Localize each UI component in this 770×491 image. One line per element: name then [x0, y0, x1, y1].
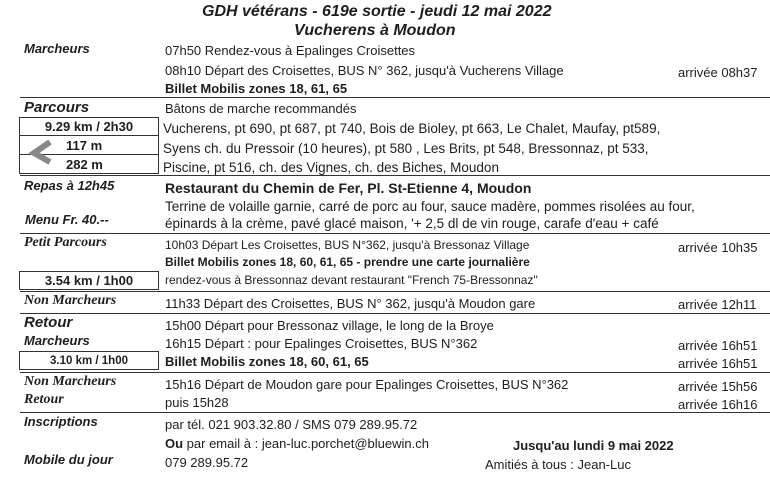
marcheurs-ticket: Billet Mobilis zones 18, 61, 65	[165, 81, 348, 96]
elevation-box-border	[19, 136, 20, 174]
non-marcheurs-retour-arrival-2: arrivée 16h16	[678, 397, 758, 412]
retour-distance-box: 3.10 km / 1h00	[19, 351, 159, 370]
non-marcheurs-retour-label: Non Marcheurs	[24, 374, 117, 389]
menu-line2: épinards à la crème, pavé glacé maison, '+ 2,5 dl de vin rouge, carafe d'eau + café	[165, 216, 659, 231]
divider	[20, 175, 770, 176]
marcheurs-line2: 08h10 Départ des Croisettes, BUS N° 362, jusqu'à Vucherens Village	[165, 63, 564, 78]
non-marcheurs-label: Non Marcheurs	[24, 293, 117, 308]
inscriptions-deadline: Jusqu'au lundi 9 mai 2022	[513, 438, 674, 453]
parcours-ascent: 117 m	[66, 138, 103, 153]
marcheurs-line1: 07h50 Rendez-vous à Epalinges Croisettes	[165, 43, 416, 58]
petit-parcours-ticket: Billet Mobilis zones 18, 60, 61, 65 - prendre une carte journalière	[165, 255, 530, 269]
divider	[20, 233, 770, 234]
non-marcheurs-retour-arrival-1: arrivée 15h56	[678, 379, 758, 394]
inscriptions-phone: par tél. 021 903.32.80 / SMS 079 289.95.72	[165, 417, 418, 432]
parcours-line1: Bâtons de marche recommandés	[165, 101, 357, 116]
inscriptions-email	[165, 436, 429, 451]
retour-arrival-1: arrivée 16h51	[678, 338, 758, 353]
restaurant-name: Restaurant du Chemin de Fer, Pl. St-Etienne 4, Moudon	[165, 180, 532, 196]
retour-line2: 16h15 Départ : pour Epalinges Croisettes, BUS N°362	[165, 336, 478, 351]
marcheurs-label: Marcheurs	[24, 41, 90, 56]
retour-arrival-2: arrivée 16h51	[678, 356, 758, 371]
divider	[20, 412, 770, 413]
document-subtitle: Vucherens à Moudon	[294, 22, 456, 39]
marcheurs-arrival: arrivée 08h37	[678, 65, 758, 80]
retour-label: Retour	[24, 314, 73, 331]
retour-line1: 15h00 Départ pour Bressonaz village, le long de la Broye	[165, 318, 494, 333]
mobile-label: Mobile du jour	[24, 452, 113, 467]
non-marcheurs-retour-line2: puis 15h28	[165, 395, 229, 410]
mobile-number: 079 289.95.72	[165, 455, 249, 470]
elevation-box-bottom	[19, 173, 159, 174]
parcours-line3: Syens ch. du Pressoir (10 heures), pt 580 , Les Brits, pt 548, Bressonnaz, pt 533,	[163, 141, 649, 156]
menu-price: Menu Fr. 40.--	[25, 212, 109, 227]
elevation-box-border	[158, 136, 159, 174]
retour-ticket: Billet Mobilis zones 18, 60, 61, 65	[165, 354, 369, 369]
parcours-line2: Vucherens, pt 690, pt 687, pt 740, Bois de Bioley, pt 663, Le Chalet, Maufay, pt589,	[163, 121, 661, 136]
divider	[20, 372, 770, 373]
petit-parcours-label: Petit Parcours	[24, 235, 107, 250]
parcours-line4: Piscine, pt 516, ch. des Vignes, ch. des Biches, Moudon	[163, 160, 499, 175]
non-marcheurs-line1: 11h33 Départ des Croisettes, BUS N° 362, jusqu'à Moudon gare	[165, 296, 536, 311]
inscriptions-label: Inscriptions	[24, 414, 98, 429]
repas-label: Repas à 12h45	[24, 178, 115, 193]
non-marcheurs-retour-line1: 15h16 Départ de Moudon gare pour Epalinges Croisettes, BUS N°362	[165, 377, 569, 392]
divider	[20, 313, 770, 314]
inscriptions-ou: Ou	[165, 436, 184, 451]
retour-marcheurs-label: Marcheurs	[24, 333, 90, 348]
parcours-descent: 282 m	[66, 157, 103, 172]
non-marcheurs-retour-label-2: Retour	[24, 392, 64, 407]
petit-parcours-distance-box: 3.54 km / 1h00	[19, 271, 159, 290]
non-marcheurs-arrival: arrivée 12h11	[678, 297, 757, 312]
parcours-label: Parcours	[24, 99, 90, 116]
signature: Amitiés à tous : Jean-Luc	[485, 457, 631, 472]
document-title: GDH vétérans - 619e sortie - jeudi 12 mai 2022	[202, 3, 552, 20]
elevation-arrows-icon	[26, 140, 54, 172]
divider	[20, 291, 770, 292]
petit-parcours-line3: rendez-vous à Bressonnaz devant restaurant "French 75-Bressonnaz"	[165, 273, 538, 287]
parcours-distance-box: 9.29 km / 2h30	[19, 117, 159, 136]
petit-parcours-line1: 10h03 Départ Les Croisettes, BUS N°362, jusqu'à Bressonaz Village	[165, 238, 530, 252]
petit-parcours-arrival: arrivée 10h35	[678, 240, 758, 255]
menu-line1: Terrine de volaille garnie, carré de porc au four, sauce madère, pommes risolées au four,	[165, 199, 695, 214]
inscriptions-email-text: par email à : jean-luc.porchet@bluewin.ch	[183, 436, 429, 451]
divider	[20, 97, 770, 98]
